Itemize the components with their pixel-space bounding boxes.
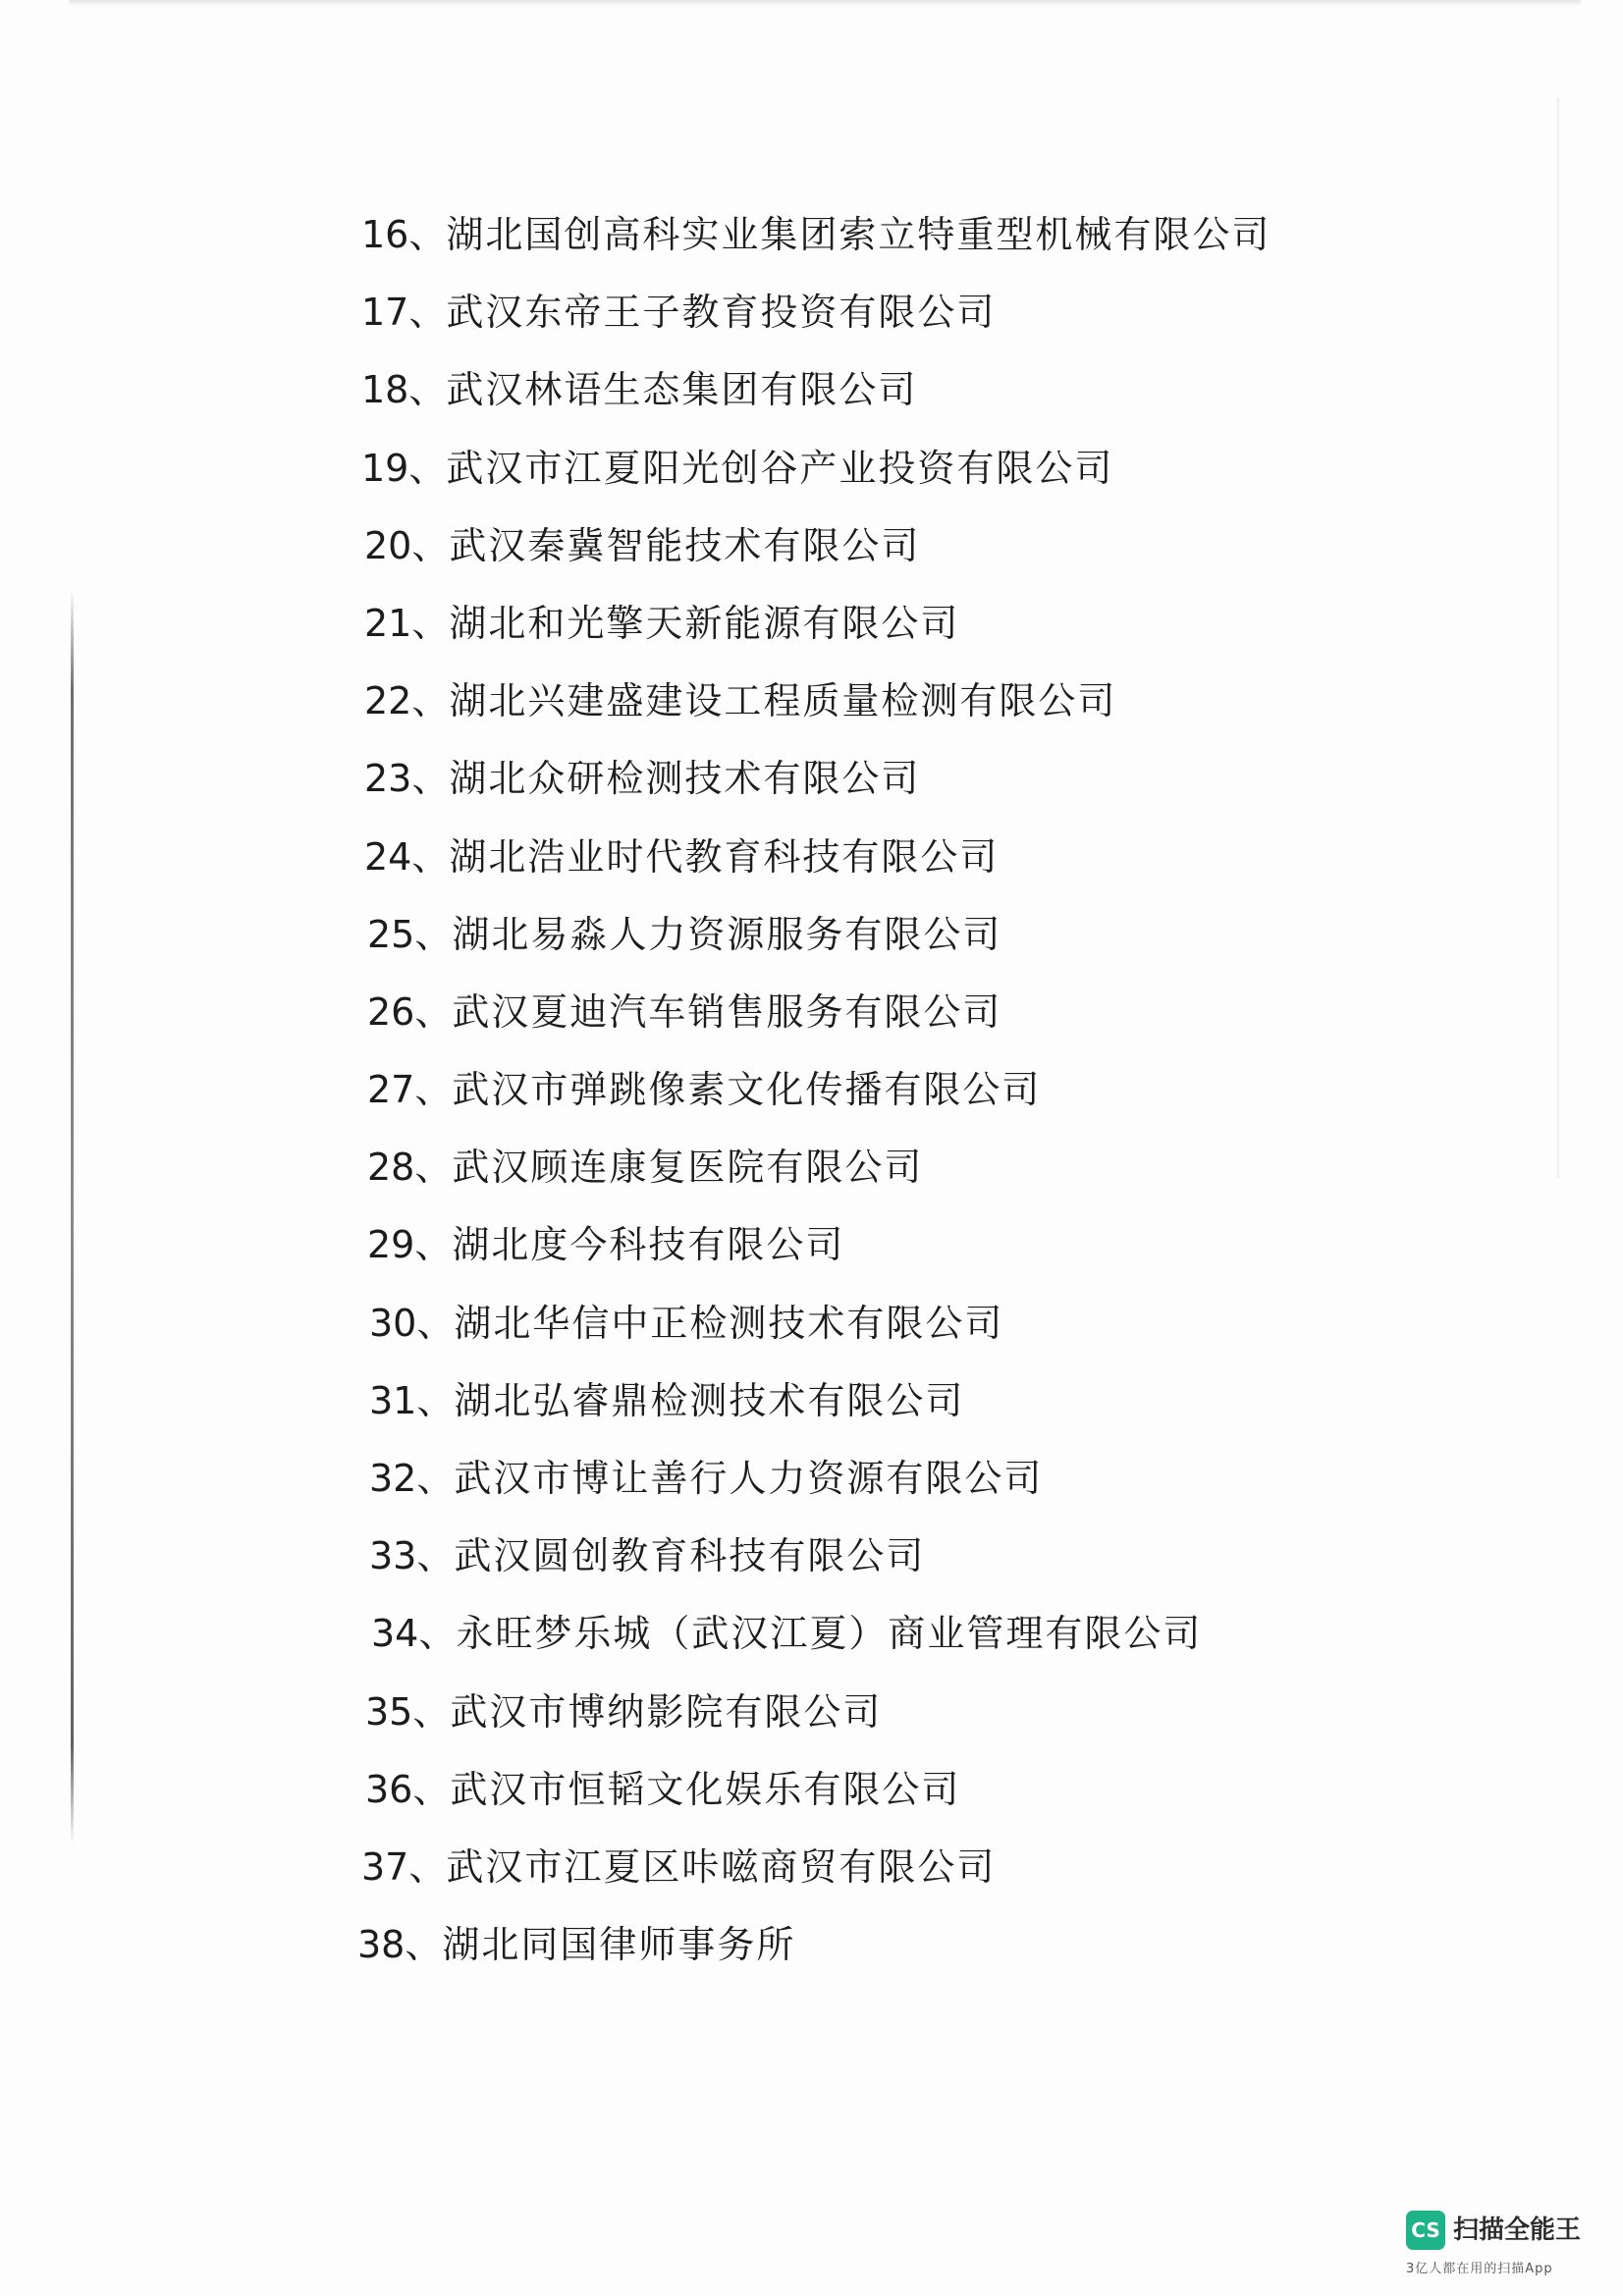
item-text: 武汉市弹跳像素文化传播有限公司 [452, 1068, 1042, 1112]
list-item [361, 1837, 1271, 1914]
item-number: 20、 [364, 523, 450, 567]
item-number: 34、 [371, 1612, 457, 1656]
item-text: 武汉市江夏阳光创谷产业投资有限公司 [446, 446, 1114, 490]
item-text: 武汉夏迪汽车销售服务有限公司 [452, 989, 1002, 1034]
list-item [361, 515, 1271, 593]
item-text: 武汉东帝王子教育投资有限公司 [446, 291, 997, 335]
watermark-title: 扫描全能王 [1453, 2216, 1582, 2245]
scan-edge-shadow [69, 0, 1581, 6]
item-text: 武汉市博纳影院有限公司 [450, 1689, 883, 1734]
item-number: 28、 [367, 1146, 453, 1190]
item-text: 武汉市江夏区咔嗞商贸有限公司 [446, 1844, 997, 1889]
list-item [361, 1214, 1271, 1292]
list-item [361, 827, 1271, 904]
item-number: 31、 [369, 1378, 455, 1422]
list-item [357, 1914, 1271, 1992]
list-item [361, 1370, 1271, 1448]
item-number: 27、 [367, 1068, 453, 1112]
item-number: 35、 [365, 1689, 451, 1734]
item-number: 25、 [367, 912, 453, 956]
item-number: 24、 [364, 834, 450, 879]
list-item [361, 1448, 1271, 1525]
item-text: 湖北华信中正检测技术有限公司 [454, 1301, 1004, 1345]
company-list [357, 204, 1271, 1992]
list-item [361, 670, 1271, 748]
item-number: 29、 [367, 1223, 453, 1267]
watermark-subtitle: 3亿人都在用的扫描App [1406, 2262, 1553, 2276]
item-number: 38、 [357, 1923, 443, 1967]
item-number: 23、 [364, 757, 450, 801]
item-text: 湖北同国律师事务所 [442, 1923, 796, 1967]
list-item [361, 1525, 1271, 1603]
item-number: 36、 [365, 1767, 451, 1811]
item-number: 17、 [361, 291, 447, 335]
list-item [361, 1759, 1271, 1837]
item-text: 湖北和光擎天新能源有限公司 [449, 601, 960, 645]
list-item [361, 904, 1271, 982]
scan-edge-line [1557, 98, 1559, 1178]
item-number: 30、 [369, 1301, 455, 1345]
item-text: 湖北易淼人力资源服务有限公司 [452, 912, 1002, 956]
item-text: 湖北弘睿鼎检测技术有限公司 [454, 1378, 965, 1422]
item-text: 湖北众研检测技术有限公司 [449, 757, 921, 801]
scanner-watermark [1406, 2211, 1602, 2279]
list-item [361, 1059, 1271, 1137]
list-item [361, 204, 1271, 282]
camscanner-logo-icon: CS [1406, 2211, 1445, 2250]
list-item [361, 593, 1271, 670]
item-text: 永旺梦乐城（武汉江夏）商业管理有限公司 [456, 1612, 1203, 1656]
item-number: 19、 [361, 446, 447, 490]
list-item [361, 359, 1271, 437]
item-number: 33、 [369, 1534, 455, 1578]
scan-binding-line [71, 589, 74, 1845]
item-text: 武汉市博让善行人力资源有限公司 [454, 1457, 1044, 1500]
item-text: 武汉林语生态集团有限公司 [446, 368, 918, 412]
item-text: 湖北度今科技有限公司 [452, 1223, 845, 1267]
item-text: 武汉圆创教育科技有限公司 [454, 1534, 926, 1578]
item-number: 21、 [364, 601, 450, 645]
list-item [361, 748, 1271, 826]
item-number: 37、 [361, 1844, 447, 1889]
list-item [361, 1603, 1271, 1681]
list-item [361, 282, 1271, 359]
item-text: 武汉秦冀智能技术有限公司 [449, 523, 921, 567]
list-item [361, 438, 1271, 515]
item-text: 湖北浩业时代教育科技有限公司 [449, 834, 1000, 879]
list-item [361, 982, 1271, 1059]
item-number: 18、 [361, 368, 447, 412]
item-number: 32、 [369, 1457, 455, 1500]
item-text: 湖北国创高科实业集团索立特重型机械有限公司 [446, 213, 1271, 256]
item-text: 武汉顾连康复医院有限公司 [452, 1146, 924, 1190]
list-item [361, 1137, 1271, 1214]
item-number: 26、 [367, 989, 453, 1034]
list-item [361, 1293, 1271, 1370]
list-item [361, 1682, 1271, 1759]
item-text: 湖北兴建盛建设工程质量检测有限公司 [449, 679, 1117, 723]
item-text: 武汉市恒韬文化娱乐有限公司 [450, 1767, 961, 1811]
item-number: 16、 [361, 213, 447, 256]
item-number: 22、 [364, 679, 450, 723]
